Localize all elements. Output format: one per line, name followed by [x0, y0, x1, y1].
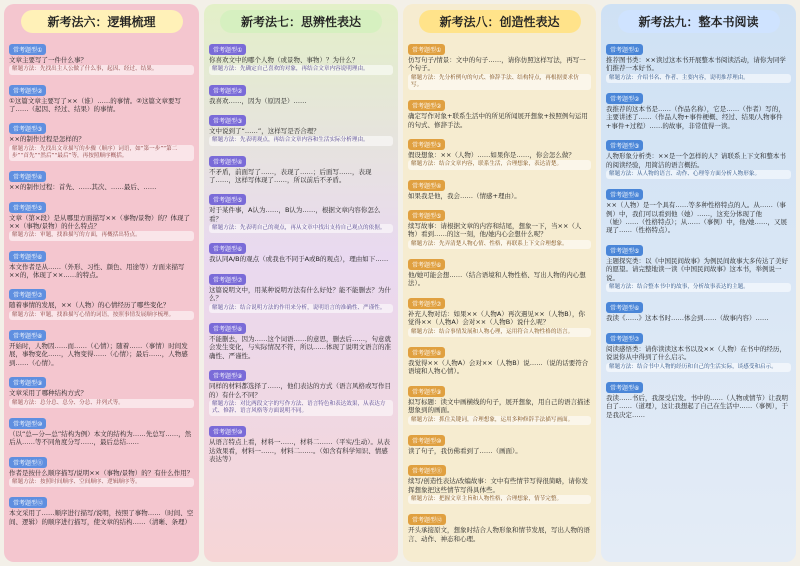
question-text: 文中说到了“……”，这样写是否合理？: [209, 127, 320, 136]
question-type-tag: 常考题型⑪: [9, 457, 47, 468]
question-item: [9, 164, 194, 191]
solution-method: 解题方法：结合说明方法的作用来分析，说明语言的准确性、严谨性。: [209, 304, 393, 313]
question-type-tag: 常考题型⑦: [209, 274, 246, 285]
question-type-tag: 常考题型⑥: [408, 259, 445, 270]
column-critical-expression: [204, 4, 398, 562]
question-text: 推荐图书类：××读过这本书开展整本书阅读活动，请你为同学们推荐一本好书。: [606, 56, 786, 73]
question-type-tag: 常考题型①: [606, 44, 643, 55]
question-text: 这篇说明文中，用某种说明方法有什么好处？能不能删去？为什么？: [209, 285, 391, 303]
question-text: 确定写作对象+联系生活中的所见所闻展开想象+按照例句运用的句式、修辞手法。: [408, 112, 588, 129]
question-item: [408, 507, 591, 543]
solution-method: 解题方法：对比两段文字的写作方法、语言特色和表达效果，从表达方式、修辞、语言风格等方面说明不同。: [209, 400, 393, 416]
solution-method: 解题方法：先表明自己的观点，再从文章中找出支持自己观点的依据。: [209, 224, 393, 233]
question-type-tag: 常考题型⑨: [408, 386, 445, 397]
solution-method: 解题方法：先分析例句的句式、修辞手法、结构特点，再根据要求仿写。: [408, 74, 591, 90]
question-type-tag: 常考题型②: [606, 93, 643, 104]
question-text: 仿写句子/情景：文中的句子……，请你仿照这样写法，再写一个句子。: [408, 56, 586, 73]
question-item: [606, 375, 791, 419]
question-text: 我喜欢……，因为（原因是）……: [209, 96, 307, 105]
question-text: 本文作者是从……（外形、习性、颜色、用途等）方面来描写××的，体现了××……的特点。: [9, 262, 185, 280]
question-item: [9, 411, 194, 447]
question-text: 如果我是他，我会……（情感+理由）。: [408, 191, 521, 200]
question-item: [209, 316, 393, 360]
question-item: [9, 78, 194, 114]
solution-method: 解题方法：先表明观点，再结合文章内容和生活实际分析理由。: [209, 136, 393, 145]
question-type-tag: 常考题型⑧: [606, 382, 643, 393]
solution-method: 解题方法：结合整本书中的故事，分析故事表达的主题。: [606, 283, 791, 292]
question-item: [209, 78, 393, 105]
question-item: [9, 37, 194, 75]
solution-method: 解题方法：结合文章内容，联系生活，合理想象，表达清楚。: [408, 160, 591, 169]
question-type-tag: 常考题型③: [9, 123, 46, 134]
solution-method: 解题方法：把握文章主旨和人物性格，合理想象，情节完整。: [408, 495, 591, 504]
question-type-tag: 常考题型③: [606, 140, 643, 151]
question-item: [408, 173, 591, 200]
question-item: [408, 37, 591, 90]
question-text: 我推荐的这本书是……（作品名称），它是……（作者）写的，主要讲述了……（作品人物+事件梗概、经过、结果/人物事件+事件+过程）……的故事，非常值得一读。: [606, 105, 785, 130]
question-item: [9, 195, 194, 241]
question-item: [209, 236, 393, 263]
solution-method: 解题方法：先找出主人公做了什么事，起因、经过、结果。: [9, 65, 194, 74]
question-type-tag: 常考题型④: [9, 171, 46, 182]
question-item: [408, 203, 591, 249]
question-item: [606, 37, 791, 83]
question-item: [606, 133, 791, 179]
question-text: 文章主要写了一件什么事？: [9, 56, 87, 64]
question-text: 不矛盾，前面写了……，表现了……；后面写……，表现了……，这样写体现了……，所以前后不矛盾。: [209, 167, 372, 185]
question-type-tag: 常考题型⑤: [9, 202, 46, 213]
question-text: 你喜欢文中的哪个人物（或景物、事物）？为什么？: [209, 56, 359, 64]
question-item: [408, 252, 591, 288]
question-text: 主题探究类：以《中国民间故事》为例民间故事大多传达了美好的愿望。请完整地读一读《中国民间故事》这本书，举例说一说。: [606, 256, 788, 282]
question-item: [9, 450, 194, 488]
question-text: 我读《……》这本书时……体会到……（故事内容）……: [606, 314, 769, 323]
question-text: ①这篇文章主要写了××（谁）……的事情。②这篇文章要写了……（起因、经过、结果）的事情。: [9, 96, 182, 114]
question-type-tag: 常考题型⑥: [9, 251, 46, 262]
column-creative-expression: [403, 4, 596, 562]
column-logic: [4, 4, 199, 562]
column-title: 新考法九：整本书阅读: [618, 10, 780, 33]
question-type-tag: 常考题型①: [9, 44, 46, 55]
question-item: [209, 363, 393, 416]
question-item: [606, 182, 791, 235]
question-text: 开始时，人物因……而……（心情）；随着……（事情）时间发展，事物变化……，人物变得……（心情）；最后……，人物感到……（心情）。: [9, 342, 188, 367]
question-type-tag: 常考题型⑪: [408, 465, 446, 476]
question-text: 同样的材料都选择了……，他们表达的方式（语言风格或写作目的）有什么不同？: [209, 382, 391, 399]
question-type-tag: 常考题型⑦: [408, 298, 445, 309]
solution-method: 解题方法：结合事情发展和人物心理，运用符合人物性格的语言。: [408, 328, 591, 337]
question-text: （以“总—分—总”结构为例）本文的结构为……先总写……，然后从……等不同角度分写……，最后总结……: [9, 429, 192, 447]
question-type-tag: 常考题型⑧: [9, 330, 46, 341]
question-item: [209, 108, 393, 146]
solution-method: 解题方法：总分总、总分、分总、并列式等。: [9, 399, 194, 408]
question-type-tag: 常考题型⑧: [408, 347, 445, 358]
question-type-tag: 常考题型②: [9, 85, 46, 96]
question-type-tag: 常考题型⑨: [9, 377, 46, 388]
question-type-tag: 常考题型⑨: [209, 370, 246, 381]
question-type-tag: 常考题型⑤: [408, 210, 445, 221]
question-text: 拟写标题：读文中画横线的句子，展开想象，用自己的语言描述想象到的画面。: [408, 397, 590, 415]
question-type-tag: 常考题型①: [408, 44, 445, 55]
question-type-tag: 常考题型⑦: [9, 289, 46, 300]
question-item: [209, 419, 393, 463]
question-item: [408, 340, 591, 376]
question-type-tag: 常考题型①: [209, 44, 246, 55]
question-item: [606, 238, 791, 292]
column-title: 新考法七：思辨性表达: [220, 10, 382, 33]
question-item: [606, 295, 791, 322]
question-text: ××的制作过程：首先、……其次、……最后、……: [9, 183, 157, 192]
solution-method: 解题方法：先确定自己喜欢的对象，再结合文章内容说明理由。: [209, 65, 393, 74]
question-type-tag: 常考题型⑩: [9, 418, 46, 429]
question-text: 不能删去，因为……这个词语……的意思，删去后……，句意就会发生变化，与实际情况不符，所以……体现了说明文语言的准确性、严谨性。: [209, 334, 391, 360]
question-type-tag: 常考题型⑥: [209, 243, 246, 254]
question-item: [209, 187, 393, 233]
question-type-tag: 常考题型⑫: [408, 514, 446, 525]
solution-method: 解题方法：审题，找准描写的方面，再概括出特点。: [9, 231, 194, 240]
question-text: 文章采用了哪种结构方式？: [9, 389, 87, 398]
question-text: 续写/创造性表达/改编故事：文中有些情节写得很简略，请你发挥想象把这些情节写得具体些。: [408, 477, 588, 494]
solution-method: 解题方法：从人物的语言、动作、心理等方面分析人物形象。: [606, 170, 791, 179]
question-text: 我觉得××（人物A）会对××（人物B）说……（说的话要符合语境和人物心情）。: [408, 358, 589, 376]
solution-method: 解题方法：介绍书名、作者、主要内容，说明推荐理由。: [606, 74, 791, 83]
question-type-tag: 常考题型⑤: [606, 245, 643, 256]
question-item: [606, 86, 791, 130]
question-text: 从语言特点上看，材料一……，材料二……（平实/生动）。从表达效果看，材料一……，材料二……。（如含有科学知识、情感表达等）: [209, 438, 390, 464]
question-type-tag: 常考题型⑩: [408, 435, 445, 446]
question-type-tag: 常考题型③: [209, 115, 246, 126]
question-text: 对于某件事，A认为……，B认为……，根据文章内容你怎么看？: [209, 206, 381, 223]
question-item: [408, 93, 591, 129]
question-text: 本文采用了……顺序进行描写/说明，按照了事物……（时间、空间、逻辑）的顺序进行描写，使文章的结构……（清晰、条理）: [9, 509, 194, 526]
solution-method: 解题方法：审题，找准描写心情的词语，按照事情发展顺序梳理。: [9, 311, 194, 320]
question-text: 补充人物对话：如果××（人物A）再次遇见××（人物B），你觉得××（人物A）会对××（人物B）说什么呢？: [408, 309, 585, 327]
column-title: 新考法八：创造性表达: [419, 10, 581, 33]
question-item: [9, 490, 194, 526]
question-text: 随着事情的发展，××（人物）的心情经历了哪些变化？: [9, 301, 170, 310]
question-type-tag: 常考题型⑧: [209, 323, 246, 334]
question-text: 人物形象分析类：××是一个怎样的人？请联系上下文和整本书的阅读经验，用简洁的语言概括。: [606, 152, 786, 169]
question-text: 我读……书后，我深受启发。书中的……（人物或情节）让我明白了……（道理），这让我想起了自己在生活中……（事例），于是我决定……: [606, 393, 788, 419]
question-type-tag: 常考题型⑦: [606, 333, 643, 344]
question-text: 开头承接原文，想象时结合人物形象和情节发展，写出人物的语言、动作、神态和心理。: [408, 526, 590, 543]
question-text: 我认同A/B的观点（或我也不同于A或B的观点），理由如下……: [209, 255, 389, 264]
column-whole-book-reading: [601, 4, 796, 562]
solution-method: 解题方法：结合书中人物的经历和自己的生活实际，谈感受和启示。: [606, 363, 791, 372]
question-item: [9, 244, 194, 280]
question-item: [408, 379, 591, 425]
question-item: [408, 428, 591, 455]
question-item: [209, 267, 393, 313]
question-item: [209, 149, 393, 185]
solution-method: 解题方法：按照时间顺序、空间顺序、逻辑顺序等。: [9, 478, 194, 487]
question-type-tag: 常考题型⑫: [9, 497, 47, 508]
question-text: 文章（第×段）是从哪里方面描写××（事物/景物）的？体现了××（事物/景物）的什么特点？: [9, 213, 191, 231]
question-text: 阅读感悟类：请你读读这本书以及××（人物）在书中的经历，说说你从中得到了什么启示。: [606, 344, 786, 362]
question-item: [408, 458, 591, 504]
question-item: [209, 37, 393, 75]
question-text: 假设想象：××（人物）……如果你是……，你会怎么做？: [408, 151, 575, 160]
question-item: [408, 132, 591, 170]
question-type-tag: 常考题型②: [209, 85, 246, 96]
solution-method: 解题方法：抓住关键词，合理想象，运用多种修辞手法描写画面。: [408, 416, 591, 425]
question-type-tag: 常考题型④: [408, 180, 445, 191]
question-item: [9, 116, 194, 161]
question-item: [9, 370, 194, 408]
question-text: ××的制作过程是怎样的？: [9, 135, 85, 144]
question-text: 他/她可能会想……（结合语境和人物性格、写出人物的内心想法）。: [408, 271, 586, 288]
question-type-tag: 常考题型⑥: [606, 302, 643, 313]
question-item: [9, 323, 194, 367]
solution-method: 解题方法：先找出文章描写的步骤（顺序）词语，如“第一步”“第二步”“首先”“然后”“最后”等，再按照顺序概括。: [9, 145, 194, 161]
question-text: 读了句子，我仿佛看到了……（画面）。: [408, 446, 522, 455]
question-type-tag: 常考题型③: [408, 139, 445, 150]
column-title: 新考法六：逻辑梳理: [21, 10, 183, 33]
question-type-tag: 常考题型④: [606, 189, 643, 200]
question-type-tag: 常考题型⑤: [209, 194, 246, 205]
question-text: ××（人物）是一个具有……等多种性格特点的人。从……（事例）中，我们可以看到他（她）……，这充分体现了他（她）……（性格特点）；从……（事例）中，他/她……，又展现了……（性格特点）。: [606, 201, 787, 235]
question-text: 续写故事：请根据文章的内容和结尾，想象一下，当××（人物）看到……的这一刻，他/她内心会想什么呢？: [408, 222, 582, 239]
question-text: 作者是按什么顺序描写/说明××（事物/景物）的？有什么作用？: [9, 468, 194, 477]
solution-method: 解题方法：先弄清楚人物心情、性格，再联系上下文合理想象。: [408, 240, 591, 249]
question-type-tag: 常考题型②: [408, 100, 445, 111]
question-type-tag: 常考题型⑩: [209, 426, 246, 437]
question-item: [408, 291, 591, 337]
question-item: [606, 326, 791, 372]
question-type-tag: 常考题型④: [209, 156, 246, 167]
question-item: [9, 282, 194, 320]
